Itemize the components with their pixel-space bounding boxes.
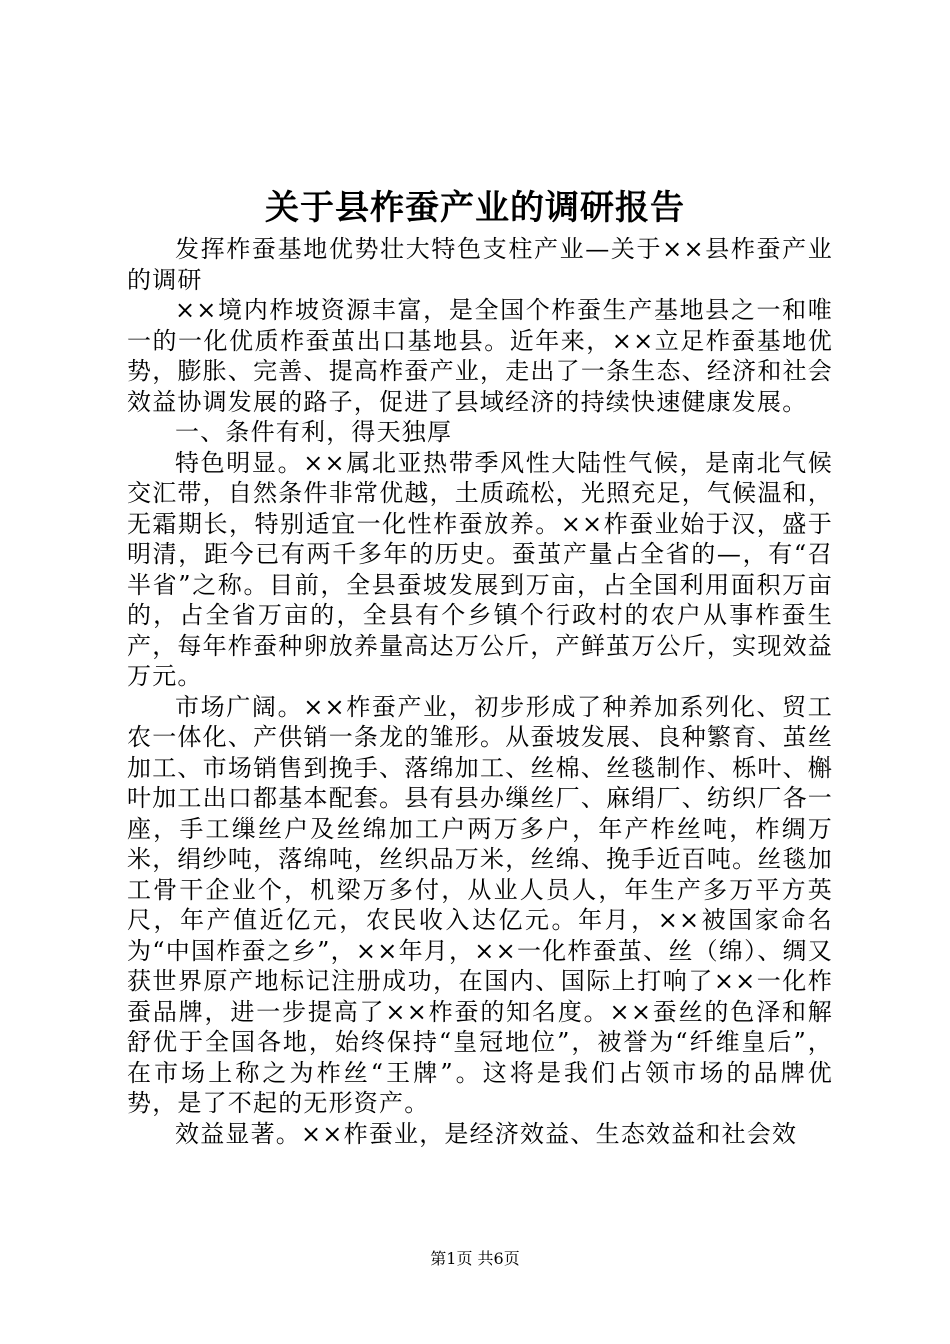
document-title: 关于县柞蚕产业的调研报告: [265, 188, 685, 228]
intro-paragraph: ××境内柞坡资源丰富，是全国个柞蚕生产基地县之一和唯一的一化优质柞蚕茧出口基地县。近年来，××立足柞蚕基地优势，膨胀、完善、提高柞蚕产业，走出了一条生态、经济和社会效益协调发展的路子，促进了县域经济的持续快速健康发展。: [127, 296, 833, 416]
page-number-footer: 第1页 共6页: [430, 1249, 520, 1268]
features-paragraph: 特色明显。××属北亚热带季风性大陆性气候，是南北气候交汇带，自然条件非常优越，土质疏松，光照充足，气候温和，无霜期长，特别适宜一化性柞蚕放养。××柞蚕业始于汉，盛于明清，距今已有两千多年的历史。蚕茧产量占全省的—，有“召半省”之称。目前，全县蚕坡发展到万亩，占全国利用面积万亩的，占全省万亩的，全县有个乡镇个行政村的农户从事柞蚕生产，每年柞蚕种卵放养量高达万公斤，产鲜茧万公斤，实现效益万元。: [127, 448, 833, 690]
section-heading: 一、条件有利，得天独厚: [175, 418, 453, 446]
document-body: [127, 234, 833, 1149]
benefits-paragraph: 效益显著。××柞蚕业，是经济效益、生态效益和社会效: [175, 1119, 798, 1148]
market-paragraph: 市场广阔。××柞蚕产业，初步形成了种养加系列化、贸工农一体化、产供销一条龙的雏形。从蚕坡发展、良种繁育、茧丝加工、市场销售到挽手、落绵加工、丝棉、丝毯制作、栎叶、槲叶加工出口都基本配套。县有县办缫丝厂、麻绢厂、纺织厂各一座，手工缫丝户及丝绵加工户两万多户，年产柞丝吨，柞绸万米，绢纱吨，落绵吨，丝织品万米，丝绵、挽手近百吨。丝毯加工骨干企业个，机梁万多付，从业人员人，年生产多万平方英尺，年产值近亿元，农民收入达亿元。年月，××被国家命名为“中国柞蚕之乡”，××年月，××一化柞蚕茧、丝（绵）、绸又获世界原产地标记注册成功，在国内、国际上打响了××一化柞蚕品牌，进一步提高了××柞蚕的知名度。××蚕丝的色泽和解舒优于全国各地，始终保持“皇冠地位”，被誉为“纤维皇后”，在市场上称之为柞丝“王牌”。这将是我们占领市场的品牌优势，是了不起的无形资产。: [127, 692, 833, 1117]
subtitle-paragraph: 发挥柞蚕基地优势壮大特色支柱产业—关于××县柞蚕产业的调研: [127, 235, 833, 294]
